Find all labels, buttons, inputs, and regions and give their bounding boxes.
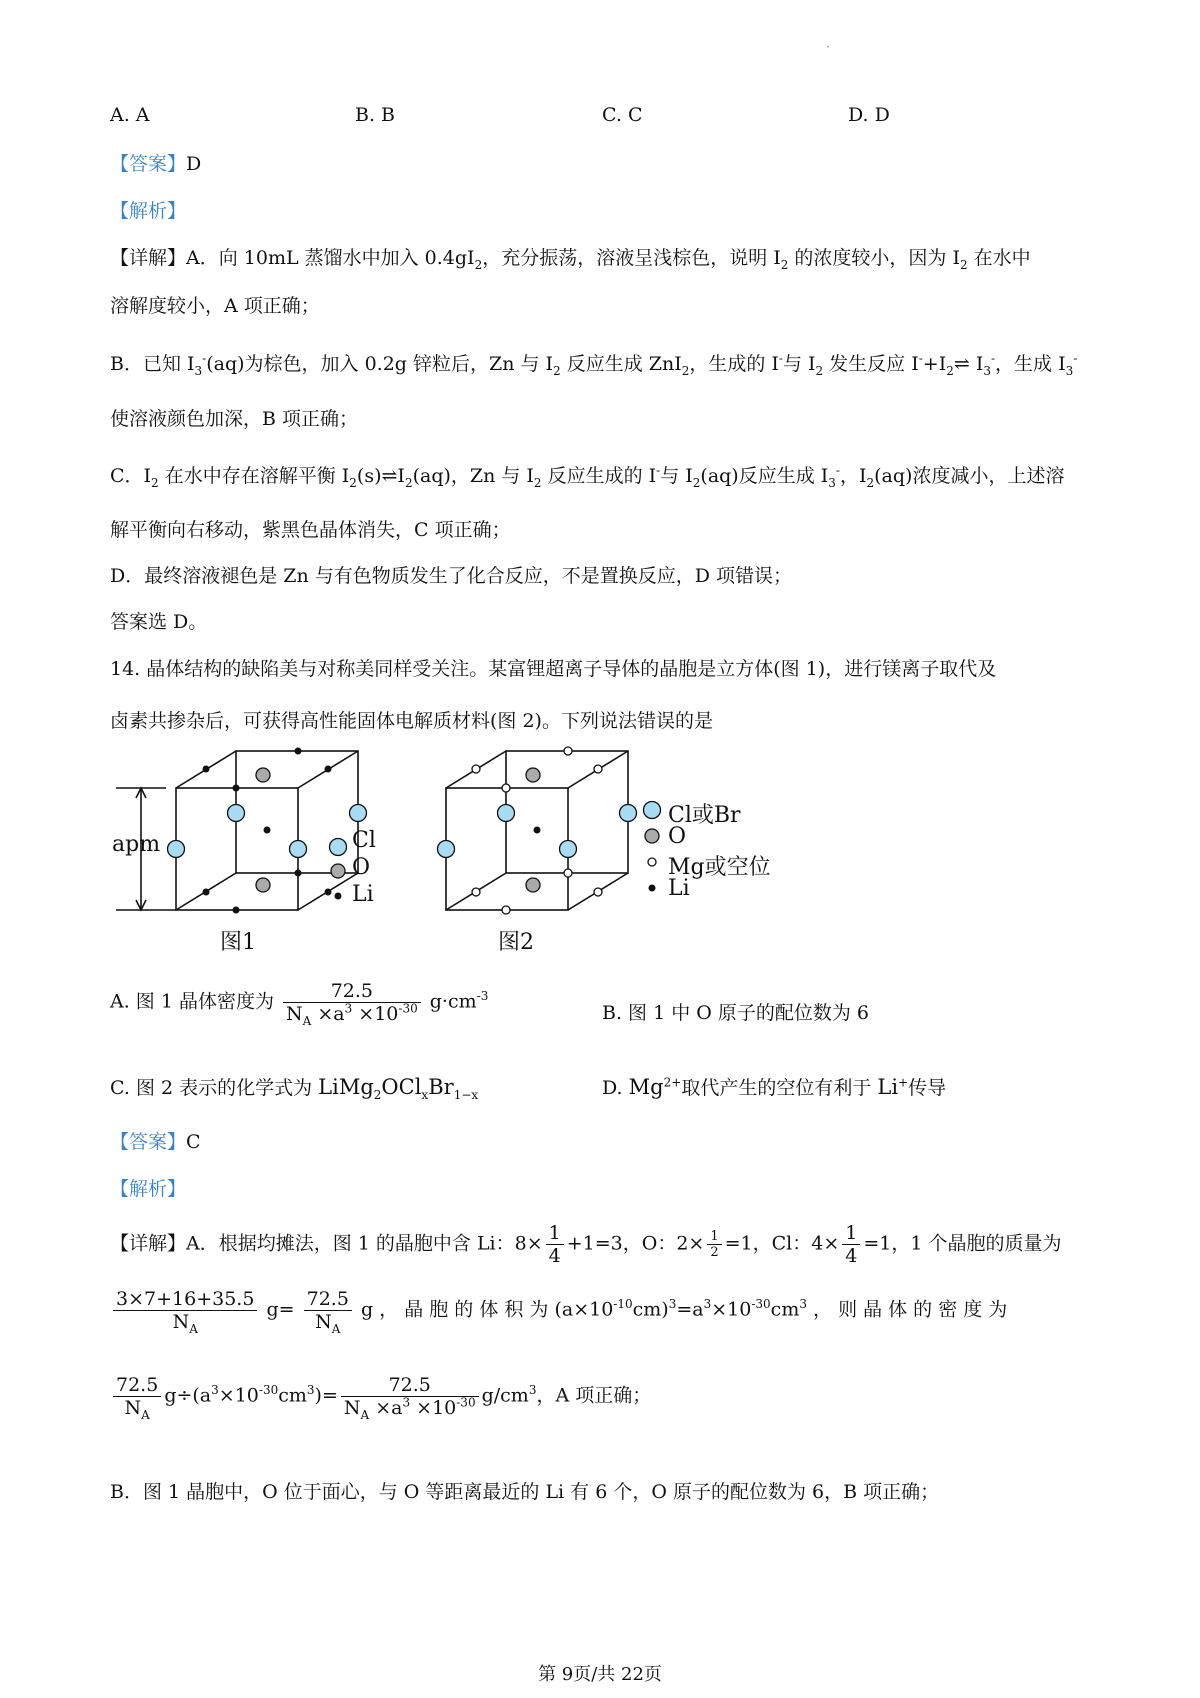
prev-option-c: C. C [602, 104, 643, 126]
fig2-legend-li: Li [668, 876, 690, 901]
q14-detail-a: 【详解】A．根据均摊法，图 1 的晶胞中含 Li：8× $\frac{1}{4}$ +1=3，O：2× $\frac{1}{2}$ =1，Cl：4× $\frac{1}{4}$ =1，1 个晶胞的质量为 [110, 1222, 1062, 1267]
q14-option-d: D. $Mg^{2+}$取代产生的空位有利于 Li+传导 [602, 1075, 947, 1099]
q13-detail-c2: 解平衡向右移动，紫黑色晶体消失，C 项正确； [110, 519, 511, 541]
q13-detail-a: 【详解】A．向 10mL 蒸馏水中加入 $0.4gI_2$，充分振荡，溶液呈浅棕色，说明 $I_2$ 的浓度较小，因为 $I_2$ 在水中 [110, 247, 1031, 272]
q13-detail-b: B．已知 $I_3^-(aq)$为棕色，加入 0.2g 锌粒后，Zn 与 $I_2$ 反应生成 ZnI$_2$，生成的 I-与 $I_2$ 发生反应 $I^-+I_2\rightleftharpoons$ $I_3^-$，生成 $I_3^-$ [110, 351, 1078, 378]
fig1-caption: 图1 [220, 930, 256, 955]
fig2-legend-clbr: Cl或Br [668, 803, 741, 828]
analysis-14-label: 【解析】 [110, 1178, 187, 1200]
q13-detail-b2: 使溶液颜色加深，B 项正确； [110, 408, 359, 430]
analysis-13-label: 【解析】 [110, 200, 187, 222]
fig2-legend-mg: Mg或空位 [668, 855, 771, 880]
q14-option-c: C. 图 2 表示的化学式为 $LiMg_2OCl_xBr_{1-x}$ [110, 1075, 479, 1103]
answer-13: 【答案】D [110, 153, 202, 175]
q14-option-b: B. 图 1 中 O 原子的配位数为 6 [602, 1002, 869, 1024]
q14-stem-2: 卤素共掺杂后，可获得高性能固体电解质材料(图 2)。下列说法错误的是 [110, 710, 713, 732]
density-fraction: $\frac{72.5}{N_A \times a^3 \times 10^{-30}}$ [283, 980, 421, 1025]
q13-selection: 答案选 D。 [110, 611, 208, 633]
header-mark: · [826, 40, 830, 54]
prev-option-d: D. D [848, 104, 890, 126]
answer-14: 【答案】C [110, 1131, 201, 1153]
q14-stem-1: 14. 晶体结构的缺陷美与对称美同样受关注。某富锂超离子导体的晶胞是立方体(图 1)，进行镁离子取代及 [110, 658, 997, 680]
q13-detail-a2: 溶解度较小，A 项正确； [110, 295, 320, 317]
fig1-legend-o: O [352, 855, 371, 880]
q14-detail-b: B．图 1 晶胞中，O 位于面心，与 O 等距离最近的 Li 有 6 个，O 原子的配位数为 6，B 项正确； [110, 1481, 940, 1503]
q14-mass-line: $\frac{3\times 7+16+35.5}{N_A}$ g= $\frac{72.5}{N_A}$ g ， 晶 胞 的 体 积 为 $(a\times 10^{-10}cm)^3=a^3\times 10^{-30}cm^3$ ， 则 晶 体 的 密 度 为 [110, 1288, 1007, 1333]
page-footer: 第 9页/共 22页 [538, 1664, 662, 1685]
fig1-legend-cl: Cl [352, 828, 376, 853]
q13-detail-d: D．最终溶液褪色是 Zn 与有色物质发生了化合反应，不是置换反应，D 项错误； [110, 565, 793, 587]
fig2-legend-o: O [668, 824, 687, 849]
fig2-caption: 图2 [498, 930, 534, 955]
crystal-figure-2 [430, 735, 660, 945]
q14-density-line: $\frac{72.5}{N_A}$ $g\div(a^3\times 10^{-30}cm^3)=$ $\frac{72.5}{N_A \times a^3 \times 10^{-30}}$ $g/cm^3$，A 项正确； [110, 1374, 651, 1419]
prev-option-a: A. A [110, 104, 150, 126]
prev-option-b: B. B [355, 104, 396, 126]
q13-detail-c: C．$I_2$ 在水中存在溶解平衡 $I_2(s)\rightleftharpoons I_2(aq)$，Zn 与 $I_2$ 反应生成的 I-与 $I_2(aq)$反应生成 $I_3^-$，$I_2(aq)$浓度减小，上述溶 [110, 463, 1065, 490]
q14-option-a: A. 图 1 晶体密度为 $\frac{72.5}{N_A \times a^3 \times 10^{-30}}$ $g\cdot cm^{-3}$ [110, 980, 489, 1028]
fig1-legend-li: Li [352, 882, 374, 907]
fig1-dimension-label: apm [112, 832, 161, 857]
fig2-legend-markers [640, 800, 664, 910]
